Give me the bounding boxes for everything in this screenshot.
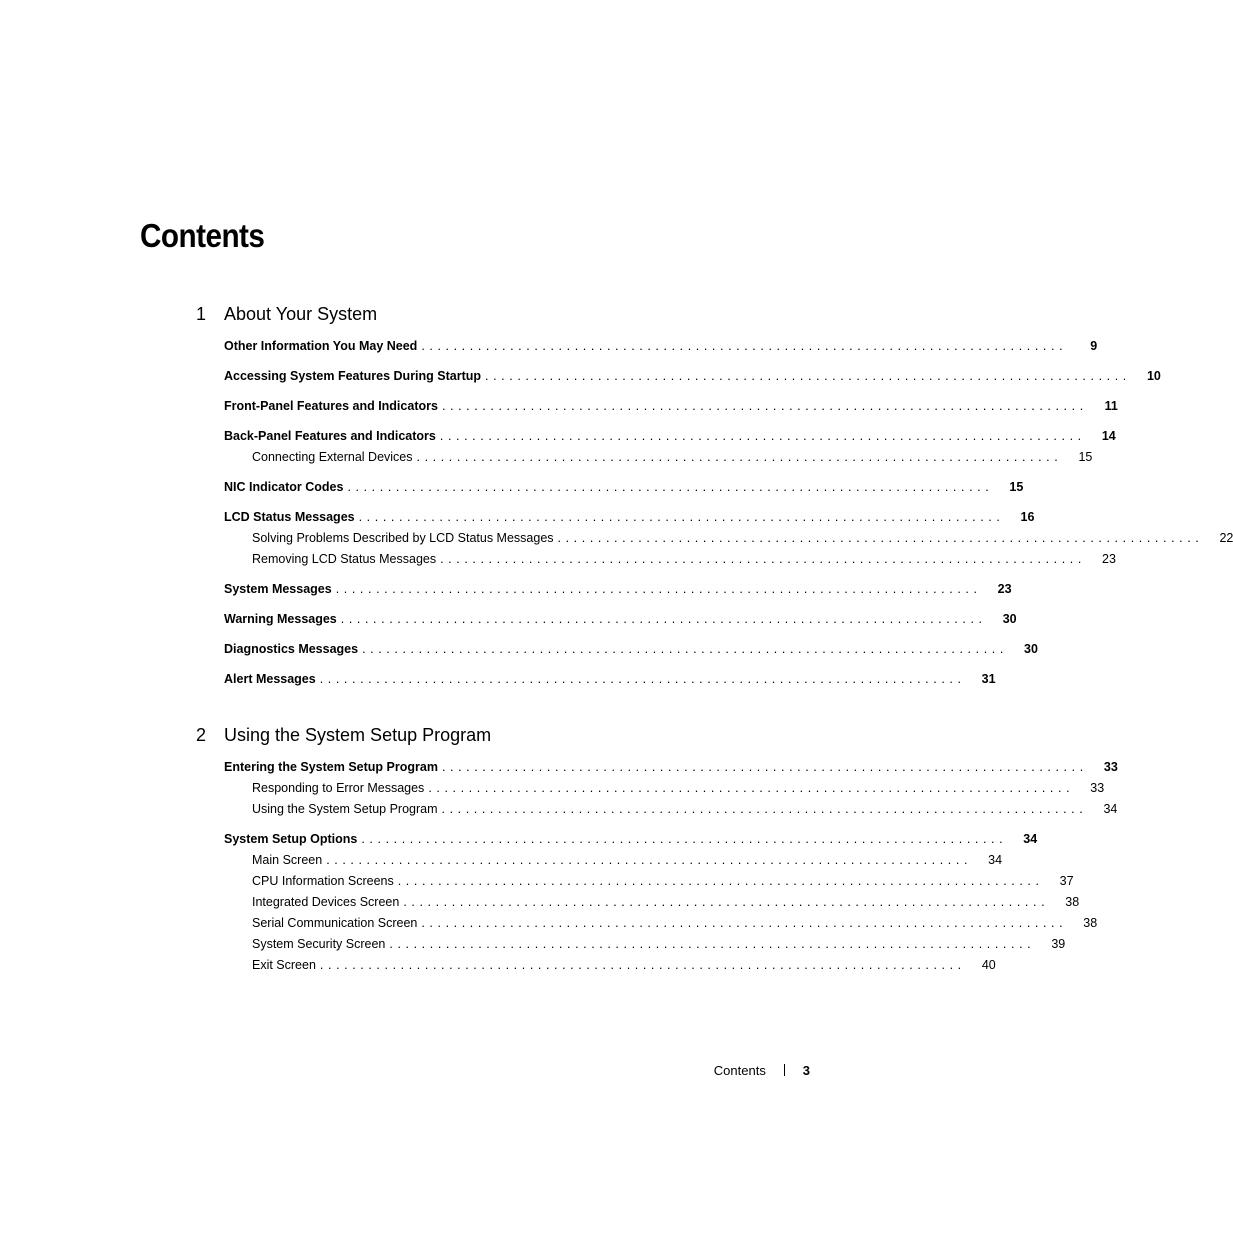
toc-entry-page: 14	[1101, 429, 1116, 443]
toc-entry-page: 34	[988, 853, 1003, 867]
toc-entry-label: Entering the System Setup Program	[224, 760, 438, 774]
toc-entry[interactable]	[224, 477, 1024, 498]
toc-entry-page: 39	[1051, 937, 1066, 951]
toc-entry-page: 33	[1090, 781, 1105, 795]
toc-entry[interactable]	[224, 829, 1038, 850]
page-footer	[700, 1060, 810, 1080]
dot-leader: ................................................................................	[358, 510, 1005, 524]
toc-entry-page: 15	[1078, 450, 1093, 464]
toc-entry-label: NIC Indicator Codes	[224, 480, 344, 494]
dot-leader: ................................................................................	[441, 399, 1088, 413]
toc-entry-page: 37	[1059, 874, 1074, 888]
chapter-2	[196, 723, 1118, 976]
toc-entry-page: 10	[1146, 369, 1161, 383]
toc-entry-label: Responding to Error Messages	[252, 781, 425, 795]
toc-entry-label: LCD Status Messages	[224, 510, 355, 524]
toc-entry[interactable]	[224, 579, 1012, 600]
chapter-title: About Your System	[224, 304, 378, 324]
toc-subentry[interactable]	[224, 549, 1116, 570]
toc-group	[224, 366, 1161, 387]
toc-group	[224, 336, 1098, 357]
dot-leader: ................................................................................	[319, 958, 966, 972]
toc-entry-label: CPU Information Screens	[252, 874, 394, 888]
dot-leader: ................................................................................	[441, 760, 1088, 774]
toc-subentry[interactable]	[224, 528, 1233, 549]
dot-leader: ................................................................................	[557, 531, 1204, 545]
chapter-number: 1	[196, 304, 207, 324]
dot-leader: ................................................................................	[416, 450, 1063, 464]
dot-leader: ................................................................................	[389, 937, 1036, 951]
toc-entry[interactable]	[224, 396, 1118, 417]
footer-divider	[784, 1064, 785, 1076]
toc-entry-page: 38	[1065, 895, 1080, 909]
toc-entry-label: Serial Communication Screen	[252, 916, 418, 930]
footer-page-number: 3	[802, 1062, 810, 1078]
toc-group	[224, 426, 1116, 468]
toc-entry-label: Back-Panel Features and Indicators	[224, 429, 436, 443]
toc-entry-label: Exit Screen	[252, 958, 316, 972]
dot-leader: ................................................................................	[439, 429, 1086, 443]
toc-entry-label: Integrated Devices Screen	[252, 895, 400, 909]
toc-group	[224, 477, 1024, 498]
toc-subentry[interactable]	[224, 955, 996, 976]
toc-entry-label: Main Screen	[252, 853, 323, 867]
dot-leader: ................................................................................	[347, 480, 994, 494]
dot-leader: ................................................................................	[362, 642, 1008, 656]
toc-subentry[interactable]	[224, 850, 1003, 871]
toc-group	[224, 639, 1038, 660]
toc-subentry[interactable]	[224, 799, 1118, 820]
toc-group	[224, 579, 1012, 600]
toc-entry-page: 9	[1090, 339, 1098, 353]
dot-leader: ................................................................................	[440, 552, 1086, 566]
toc-entry[interactable]	[224, 507, 1035, 528]
toc-entry-page: 15	[1009, 480, 1024, 494]
toc-entry-page: 31	[981, 672, 996, 686]
dot-leader: ................................................................................	[428, 781, 1075, 795]
chapter-entries	[196, 757, 1118, 976]
toc-entry-label: System Security Screen	[252, 937, 386, 951]
dot-leader: ................................................................................	[403, 895, 1050, 909]
toc-subentry[interactable]	[224, 871, 1074, 892]
toc-group	[224, 669, 996, 690]
dot-leader: ................................................................................	[485, 369, 1131, 383]
dot-leader: ................................................................................	[319, 672, 966, 686]
toc-entry[interactable]	[224, 639, 1038, 660]
chapter-1	[196, 302, 1233, 690]
toc-subentry[interactable]	[224, 778, 1105, 799]
chapter-number: 2	[196, 725, 207, 745]
chapter-entries	[196, 336, 1233, 690]
toc-entry-label: Connecting External Devices	[252, 450, 413, 464]
chapter-heading	[196, 302, 686, 326]
toc-subentry[interactable]	[224, 892, 1080, 913]
toc-entry[interactable]	[224, 366, 1161, 387]
toc-entry-page: 38	[1083, 916, 1098, 930]
chapter-heading	[196, 723, 686, 747]
dot-leader: ................................................................................	[335, 582, 982, 596]
toc-entry-page: 34	[1103, 802, 1118, 816]
toc-entry-page: 30	[1024, 642, 1038, 656]
toc-entry[interactable]	[224, 609, 1017, 630]
chapter-title: Using the System Setup Program	[224, 725, 492, 745]
toc-group	[224, 609, 1017, 630]
toc-entry-label: Using the System Setup Program	[252, 802, 438, 816]
toc-group	[224, 757, 1118, 820]
toc-entry-label: Removing LCD Status Messages	[252, 552, 437, 566]
toc-entry-label: Accessing System Features During Startup	[224, 369, 482, 383]
toc-entry-label: Solving Problems Described by LCD Status Messages	[252, 531, 554, 545]
dot-leader: ................................................................................	[421, 339, 1068, 353]
dot-leader: ................................................................................	[361, 832, 1008, 846]
toc-group	[224, 829, 1098, 976]
toc-entry[interactable]	[224, 336, 1098, 357]
toc-entry-page: 16	[1020, 510, 1035, 524]
toc-entry-page: 23	[997, 582, 1012, 596]
toc-group	[224, 507, 1233, 570]
toc-entry-label: Alert Messages	[224, 672, 316, 686]
toc-entry-label: Warning Messages	[224, 612, 337, 626]
toc-entry-page: 22	[1219, 531, 1233, 545]
toc-subentry[interactable]	[224, 913, 1098, 934]
dot-leader: ................................................................................	[441, 802, 1088, 816]
toc-entry-label: Diagnostics Messages	[224, 642, 359, 656]
toc-entry-label: Front-Panel Features and Indicators	[224, 399, 438, 413]
toc-entry-page: 33	[1103, 760, 1118, 774]
dot-leader: ................................................................................	[340, 612, 987, 626]
dot-leader: ................................................................................	[421, 916, 1068, 930]
dot-leader: ................................................................................	[397, 874, 1044, 888]
footer-label: Contents	[713, 1062, 766, 1078]
toc-subentry[interactable]	[224, 447, 1093, 468]
page-title: Contents	[140, 217, 265, 254]
toc-subentry[interactable]	[224, 934, 1066, 955]
toc-group	[224, 396, 1118, 417]
toc-entry-label: Other Information You May Need	[224, 339, 418, 353]
toc-entry-page: 11	[1104, 399, 1118, 413]
toc-entry-label: System Setup Options	[224, 832, 358, 846]
toc-entry-page: 34	[1023, 832, 1038, 846]
toc-entry[interactable]	[224, 669, 996, 690]
toc-entry[interactable]	[224, 757, 1118, 778]
toc-entry[interactable]	[224, 426, 1116, 447]
dot-leader: ................................................................................	[326, 853, 973, 867]
toc-entry-page: 23	[1102, 552, 1116, 566]
toc-entry-label: System Messages	[224, 582, 332, 596]
toc-entry-page: 40	[981, 958, 996, 972]
toc-entry-page: 30	[1002, 612, 1017, 626]
